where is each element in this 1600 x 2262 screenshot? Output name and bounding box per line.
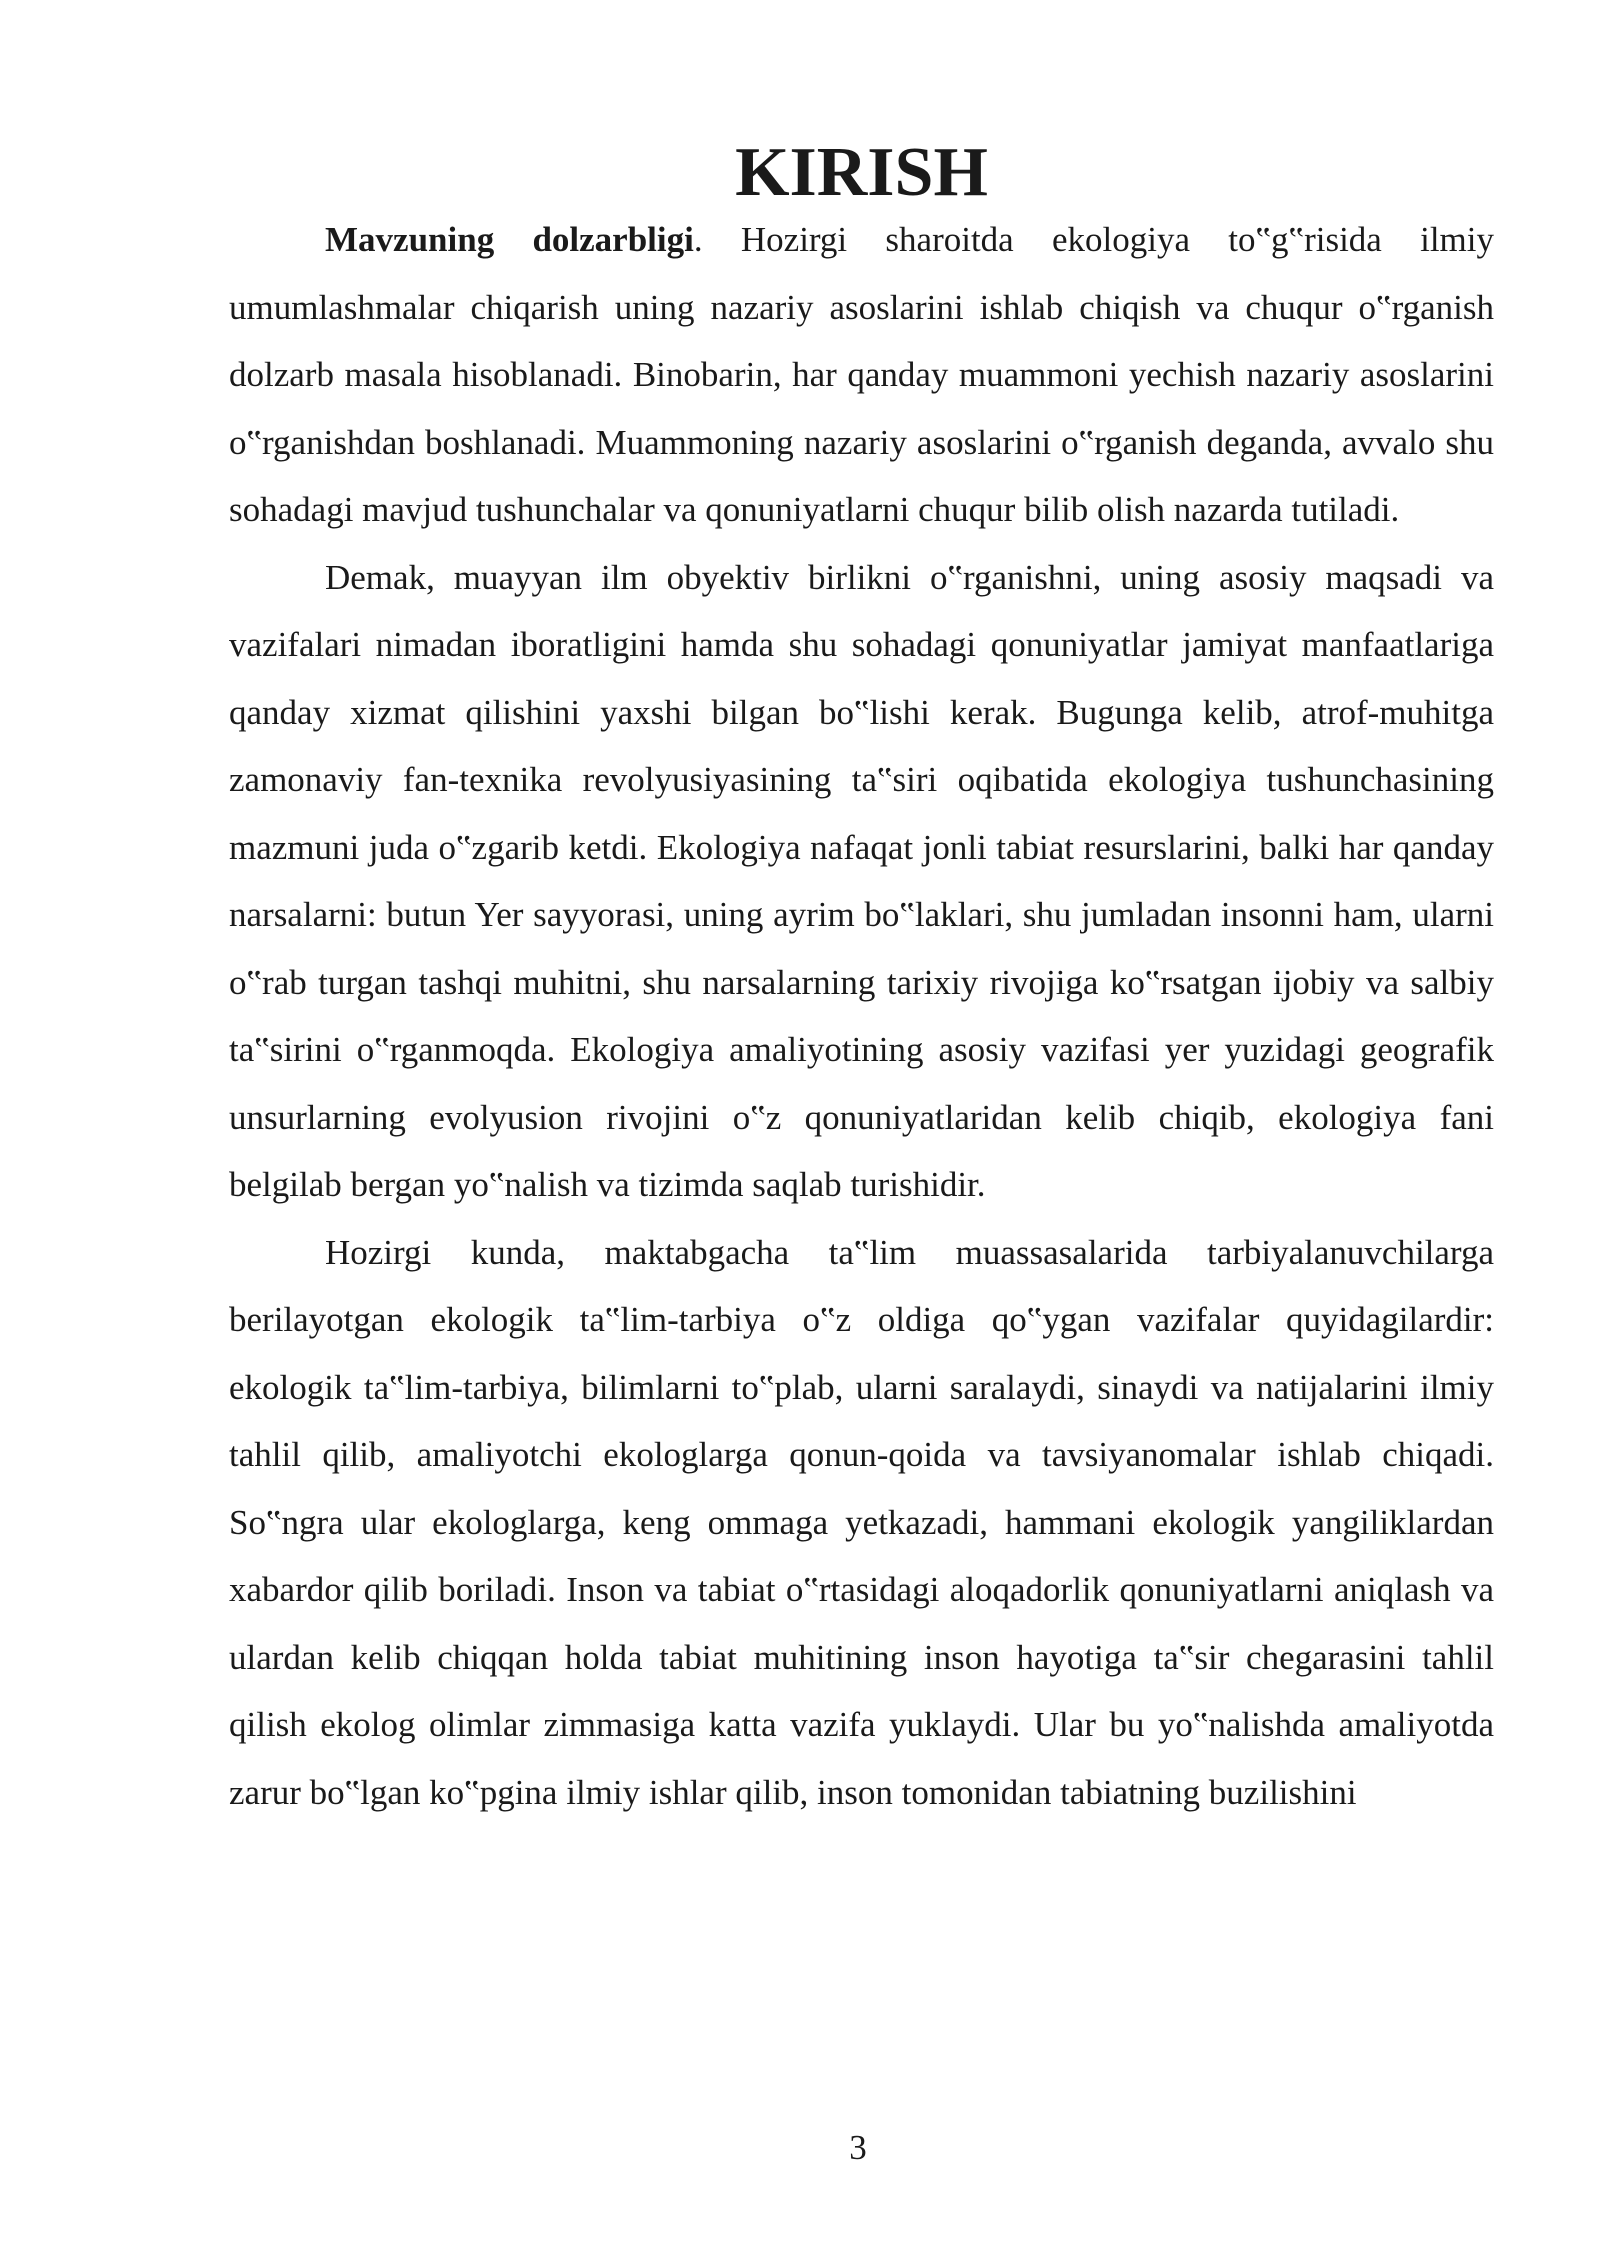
document-body bbox=[229, 134, 1494, 1826]
page-number: 3 bbox=[849, 2128, 867, 2167]
paragraph-lead-title: Mavzuning dolzarbligi bbox=[325, 220, 694, 259]
section-heading: KIRISH bbox=[735, 134, 988, 211]
paragraph-ecological-education: Hozirgi kunda, maktabgacha ta‟lim muassasalarida tarbiyalanuvchilarga berilayotgan ekologik ta‟lim-tarbiya o‟z oldiga qo‟ygan vazifalar quyidagilardir: ekologik ta‟lim-tarbiya, bilimlarni to‟plab, ularni saralaydi, sinaydi va natijalarini ilmiy tahlil qilib, amaliyotchi ekologlarga qonun-qoida va tavsiyanomalar ishlab chiqadi. So‟ngra ular ekologlarga, keng ommaga yetkazadi, hammani ekologik yangiliklardan xabardor qilib boriladi. Inson va tabiat o‟rtasidagi aloqadorlik qonuniyatlarni aniqlash va ulardan kelib chiqqan holda tabiat muhitining inson hayotiga ta‟sir chegarasini tahlil qilish ekolog olimlar zimmasiga katta vazifa yuklaydi. Ular bu yo‟nalishda amaliyotda zarur bo‟lgan ko‟pgina ilmiy ishlar qilib, inson tomonidan tabiatning buzilishini bbox=[229, 1232, 1494, 1812]
paragraph-text: . Hozirgi sharoitda ekologiya to‟g‟risida ilmiy umumlashmalar chiqarish uning nazariy asoslarini ishlab chiqish va chuqur o‟rganish dolzarb masala hisoblanadi. Binobarin, har qanday muammoni yechish nazariy asoslarini o‟rganishdan boshlanadi. Muammoning nazariy asoslarini o‟rganish deganda, avvalo shu sohadagi mavjud tushunchalar va qonuniyatlarni chuqur bilib olish nazarda tutiladi. bbox=[229, 220, 1494, 529]
paragraph-ecology-science: Demak, muayyan ilm obyektiv birlikni o‟rganishni, uning asosiy maqsadi va vazifalari nimadan iboratligini hamda shu sohadagi qonuniyatlar jamiyat manfaatlariga qanday xizmat qilishini yaxshi bilgan bo‟lishi kerak. Bugunga kelib, atrof-muhitga zamonaviy fan-texnika revolyusiyasining ta‟siri oqibatida ekologiya tushunchasining mazmuni juda o‟zgarib ketdi. Ekologiya nafaqat jonli tabiat resurslarini, balki har qanday narsalarni: butun Yer sayyorasi, uning ayrim bo‟laklari, shu jumladan insonni ham, ularni o‟rab turgan tashqi muhitni, shu narsalarning tarixiy rivojiga ko‟rsatgan ijobiy va salbiy ta‟sirini o‟rganmoqda. Ekologiya amaliyotining asosiy vazifasi yer yuzidagi geografik unsurlarning evolyusion rivojini o‟z qonuniyatlaridan kelib chiqib, ekologiya fani belgilab bergan yo‟nalish va tizimda saqlab turishidir. bbox=[229, 557, 1494, 1204]
paragraph-relevance bbox=[229, 206, 1494, 544]
